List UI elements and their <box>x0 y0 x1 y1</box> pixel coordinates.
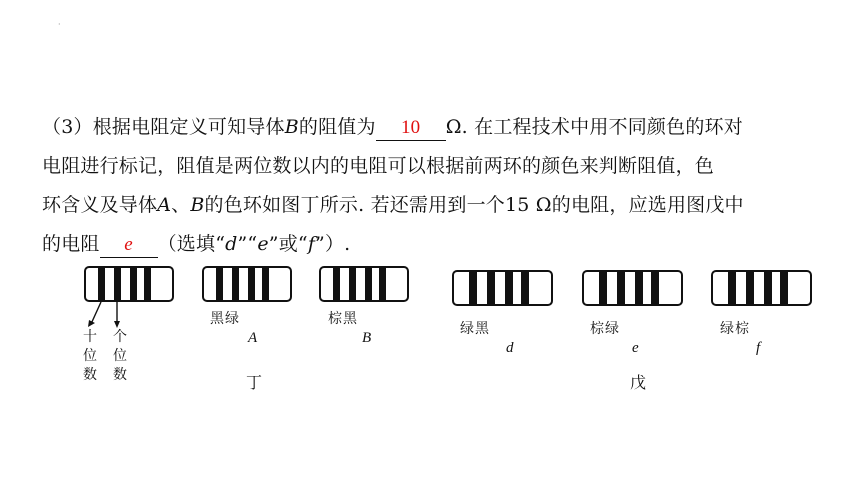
resistor-e <box>582 270 683 306</box>
answer-value-2: e <box>124 234 133 255</box>
text-segment: 、 <box>171 194 191 216</box>
legend-tens-label: 十位数 <box>83 329 97 383</box>
text-segment: 环含义及导体 <box>42 194 158 216</box>
resistor-e-colors: 棕绿 <box>590 321 620 337</box>
legend-resistor <box>84 266 174 302</box>
text-segment: 的阻值为 <box>298 116 376 138</box>
text-segment: e <box>257 233 269 255</box>
text-segment: B <box>284 116 299 138</box>
resistor-f-label: f <box>756 340 761 356</box>
resistor-b-label: B <box>362 330 372 346</box>
resistor-a <box>202 266 292 302</box>
text-segment: （3）根据电阻定义可知导体 <box>42 116 285 138</box>
question-line-3 <box>42 186 832 225</box>
resistor-e-label: e <box>632 340 639 356</box>
figure-caption-ding: 丁 <box>246 373 263 392</box>
answer-value-1: 10 <box>400 117 421 138</box>
text-segment: 的电阻 <box>42 233 100 255</box>
question-line-1 <box>42 108 832 147</box>
answer-blank-1 <box>376 115 446 141</box>
corner-mark: · <box>58 20 61 29</box>
resistor-f-colors: 绿棕 <box>720 321 750 337</box>
resistor-d-colors: 绿黑 <box>460 321 490 337</box>
text-segment: A <box>157 194 172 216</box>
resistor-a-colors: 黑绿 <box>210 311 240 327</box>
question-paragraph <box>42 108 832 264</box>
text-segment: f <box>307 233 316 255</box>
answer-blank-2 <box>100 232 158 258</box>
text-segment: ”“ <box>237 233 258 255</box>
resistor-d-label: d <box>506 340 514 356</box>
text-segment: B <box>190 194 205 216</box>
resistor-d <box>452 270 553 306</box>
question-line-4 <box>42 225 832 264</box>
resistor-f <box>711 270 812 306</box>
legend-ones-label: 个位数 <box>113 329 127 383</box>
question-line-2: 电阻进行标记，阻值是两位数以内的电阻可以根据前两环的颜色来判断阻值，色 <box>42 155 715 177</box>
text-segment: ”或“ <box>268 233 308 255</box>
text-segment: Ω. 在工程技术中用不同颜色的环对 <box>445 116 743 138</box>
legend-arrows <box>80 300 140 330</box>
text-segment: （选填“ <box>157 233 226 255</box>
figure-caption-wu: 戊 <box>630 373 647 392</box>
resistor-b-colors: 棕黑 <box>328 311 358 327</box>
text-segment: 的色环如图丁所示. 若还需用到一个15 Ω的电阻，应选用图戊中 <box>204 194 744 216</box>
text-segment: d <box>225 233 238 255</box>
resistor-a-label: A <box>248 330 258 346</box>
text-segment: ”）. <box>315 233 351 255</box>
resistor-b <box>319 266 409 302</box>
